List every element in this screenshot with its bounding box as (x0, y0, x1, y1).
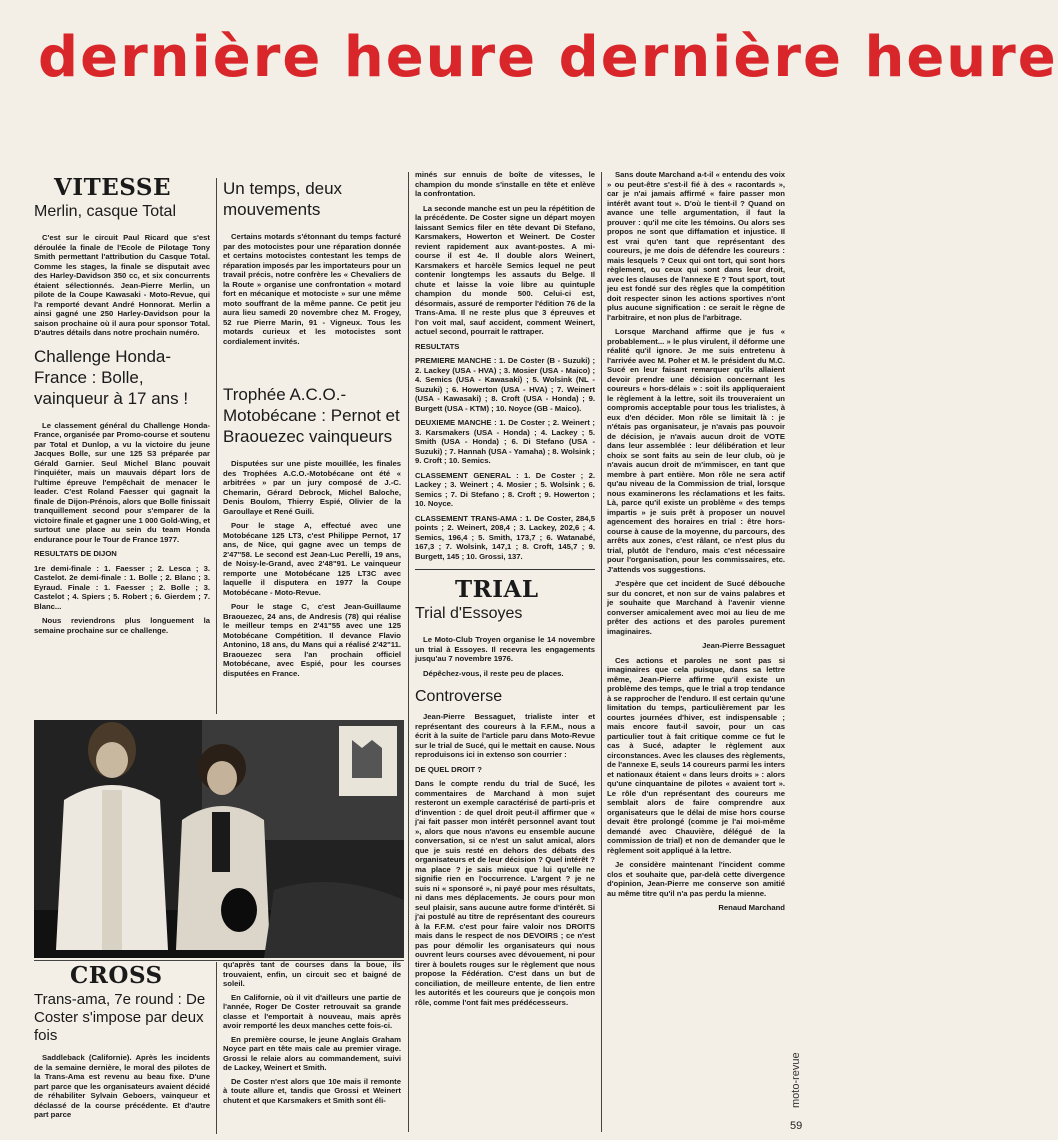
banner-text: dernière heure dernière heure (38, 25, 1058, 90)
controverse-signature: Jean-Pierre Bessaguet (702, 641, 785, 650)
cross-paragraph: En première course, le jeune Anglais Graham Noyce part en tête mais cale au premier virage. Grossi le relaie alors au commandement, suivi de Lackey, Weinert et Smith. (223, 1034, 401, 1072)
controverse-paragraph: J'espère que cet incident de Sucé débouche sur du concret, et non sur de vains palabres et je souhaite que Marchand à l'avenir vienne converser amicalement avec moi au lieu de me prêter des actions et des paroles purement imaginaires. (607, 579, 785, 636)
reply-paragraph: Ces actions et paroles ne sont pas si imaginaires que cela puisque, dans sa lettre même, Jean-Pierre affirme qu'il existe un problème des temps, que le trial a trop tendance à se rapprocher de l'enduro. Il est certain qu'une limitation du temps, particulièrement par les courtes journées d'hiver, est indispensable ; mais encore faut-il savoir, pour un cas particulier tout à fait critique comme ce fut le cas à Sucé, adapter le règlement aux circonstances. Avec les clauses des règlements, de l'annexe E, seuls 14 coureurs parmi les inters et nationaux étaient « dans leurs droits » : alors qu'une cinquantaine de pilotes « avaient tort ». Le rôle d'un représentant des coureurs me semblait alors de faire comprendre aux organisateurs que le délai de mise hors course devait être prolongé (comme je l'ai moi-même demandé avec Chauvière, délégué de la commission de trial) et non de demander que le règlement soit appliqué à la lettre. (607, 655, 785, 855)
trophee-paragraph: Pour le stage A, effectué avec une Motobécane 125 LT3, c'est Philippe Pernot, 17 ans, de Nice, qui gagne avec un temps de 2'47"58. Le second est Jean-Luc Perelli, 19 ans, de Noisy-le-Grand, avec 2'48"91. Le vainqueur remporte une Motobécane 125 LT3C avec laquelle il disputera en 1977 la Coupe Motobécane - Moto-Revue. (223, 521, 401, 597)
section-vitesse: VITESSE (54, 174, 171, 201)
cross-block (34, 960, 210, 1135)
results-second-heat: DEUXIEME MANCHE : 1. De Coster ; 2. Weinert ; 3. Karsmakers (USA - Honda) ; 4. Lackey ; 5. Smith (USA - Honda) ; 6. Di Stefano (USA - Suzuki) ; 7. Hannah (USA - Yamaha) ; 8. Wolsink ; 9. Croft ; 10. Semics. (415, 418, 595, 465)
vitesse-paragraph: C'est sur le circuit Paul Ricard que s'est déroulée la finale de l'Ecole de Pilotage Tony Smith permettant l'attribution du Casque Total. Comme les stages, la finale se disputait avec des Harley-Davidson 350 cc, et six concurrents étaient sélectionnés. Jean-Pierre Merlin, un pilote de la Coupe Kawasaki - Moto-Revue, qui l'a remporté devant André Honnorat. Merlin a ainsi gagné une 250 Harley-Davidson pour la saison prochaine où il aura pour sponsor Total. D'autres détails dans notre prochain numéro. (34, 233, 210, 337)
section-trial: TRIAL (455, 576, 539, 603)
challenge-paragraph: Le classement général du Challenge Honda-France, organisée par Promo-course et soutenu par Total et Dunlop, a vu la victoire du jeune Jacques Bolle, sur une 125 S3 préparée par Gérald Garnier. Seul Michel Blanc pouvait l'inquiéter, mais un mauvais départ lors de l'ultime épreuve l'empêchait de menacer le leader. C'est Roland Faesser qui gagnait la finale de Dijon-Prénois, alors que Bolle finissait tranquillement second pour s'emparer de la victoire finale et gagner une 1 000 Gold-Wing, et surtout une place au sein du team Honda endurance pour le Tour de France 1977. (34, 420, 210, 544)
side-label-text: moto-revue (790, 1052, 802, 1108)
last-news-banner (0, 25, 1058, 90)
temps-paragraph: Certains motards s'étonnant du temps facturé par des motocistes pour une réparation donnée et certains motocistes contestant les temps de réparation imposés par les importateurs pour un travail précis, notre confrère les « Chevaliers de la Route » organise une confrontation « motard fort en mécanique et motociste » sur une même moto souffrant de la même panne. Ce petit jeu aura lieu samedi 20 novembre chez M. Frogey, 52 rue Pierre Marin, 91 - Vigneux. Tous les motards curieux et les motocistes sont cordialement invités. (223, 232, 401, 346)
column-temps-trophee (223, 178, 401, 718)
transama-continued: minés sur ennuis de boîte de vitesses, le champion du monde s'installe en tête et enlève la confrontation. (415, 170, 595, 198)
section-cross: CROSS (70, 962, 163, 989)
vitesse-title: Merlin, casque Total (34, 203, 176, 220)
results-first-heat: PREMIERE MANCHE : 1. De Coster (B - Suzuki) ; 2. Lackey (USA - HVA) ; 3. Mosier (USA - Maico) ; 4. Semics (USA - Kawasaki) ; 5. Wolsink (NL - Suzuki) ; 6. Howerton (USA - HVA) ; 7. Weinert (USA - Kawasaki) ; 8. Croft (USA - Honda) ; 9. Burgett (USA - KTM) ; 10. Noyce (GB - Maico). (415, 356, 595, 413)
trophee-paragraph: Disputées sur une piste mouillée, les finales des Trophées A.C.O.-Motobécane ont été « arbitrées » par un jury composé de J.-C. Chemarin, Gérard Debrock, Michel Baloche, Denis Boulom, Thierry Espié, Olivier de la Garoullaye et René Guili. (223, 459, 401, 516)
controverse-question: DE QUEL DROIT ? (415, 764, 482, 774)
cross-paragraph: En Californie, où il vit d'ailleurs une partie de l'année, Roger De Coster retrouvait sa grande classe et l'emportait à nouveau, mais après avoir remporté les deux manches cette fois-ci. (223, 992, 401, 1030)
challenge-results-title: RESULTATS DE DIJON (34, 549, 117, 558)
trophee-paragraph: Pour le stage C, c'est Jean-Guillaume Braouezec, 24 ans, de Andresis (78) qui réalise le meilleur temps en 2'41"55 avec une 125 Motobécane Compétition. Il devance Flavio Antonino, 18 ans, du Mans qui a réalisé 2'42"11. Braouezec sera l'an prochain officiel Motobécane, avec Espié, pour les courses disputées en France. (223, 602, 401, 678)
column-divider (216, 178, 217, 714)
cross-paragraph: qu'après tant de courses dans la boue, ils trouvaient, enfin, un circuit sec et baigné de soleil. (223, 960, 401, 988)
controverse-paragraph: Lorsque Marchand affirme que je fus « probablement... » le plus virulent, il déforme une réalité qu'il ignore. Je me suis entretenu à l'arrivée avec M. Poher et M. le président du M.C. Sucé en leur faisant remarquer qu'ils allaient devoir prendre une décision concernant les coureurs « hors-délais » : soit ils appliqueraient le règlement à la lettre, soit ils trouveraient un compromis acceptable pour tous les trialistes, à eux d'en décider. Mon rôle se limitait là : je n'étais pas organisateur, je n'avais pas pouvoir de décision, je n'avais aucun droit de VOTE dans leur assemblée : leur délibération et leur choix se sont faits au sein de leur club, où je n'avais aucun droit de m'immiscer, en tant que membre à part entière. Mon rôle ne sera actif qu'au niveau de la Commission de trial, lorsque nous examinerons les réclamations et les faits. Là, parce qu'il existe un problème « des temps impartis » je suis prêt à proposer un nouvel agencement des horaires en trial : être hors-course à cause de la moyenne, du parcours, des arrêts aux zones, c'est râlant, ce n'est plus du trial, plutôt de l'enduro, mais c'est nécessaire pour l'organisation, pour les commissaires, etc. J'attends vos suggestions. (607, 327, 785, 574)
controverse-title: Controverse (415, 688, 503, 705)
challenge-closing: Nous reviendrons plus longuement la semaine prochaine sur ce challenge. (34, 616, 210, 635)
trial-paragraph: Le Moto-Club Troyen organise le 14 novembre un trial à Essoyes. Il recevra les engagements jusqu'au 7 novembre 1976. (415, 635, 595, 663)
transama-paragraph: La seconde manche est un peu la répétition de la précédente. De Coster signe un départ moyen laissant Semics filer en tête devant Di Stefano, Karsmakers, Howerton et Weinert. De Coster revient rapidement aux avant-postes. A mi-course il est 4e. Il double alors Weinert, Karsmakers et harcèle Semics lequel ne peut contenir longtemps les assauts du Belge. Il chute et laisse la voie libre au quintuple champion du monde 500. Celui-ci est, désormais, assuré de remporter l'édition 76 de la Trans-Ama. Il ne reste plus que 3 épreuves et l'on voit mal, sauf accident, comment Weinert, actuel second, pourrait le rattraper. (415, 203, 595, 336)
reply-paragraph: Je considère maintenant l'incident comme clos et souhaite que, par-delà cette divergence d'opinion, Jean-Pierre me conserve son amitié au même titre qu'il n'a pas perdu la mienne. (607, 860, 785, 898)
column-divider (408, 172, 409, 1132)
controverse-paragraph: Dans le compte rendu du trial de Sucé, les commentaires de Marchand à mon sujet resteront un exemple caractérisé de parti-pris et d'invention : de quel droit peut-il affirmer que « j'ai fait passer mon intérêt personnel avant tout », alors que nous n'avons eu ensemble aucune conversation, si ce n'est un salut amical, alors que je suis resté en dehors des débats des organisateurs et de leur décision ? Quel intérêt ? ma place ? je sais mieux que lui qu'elle ne signifie rien en l'occurrence. L'argent ? je ne suis ni « sponsoré », ni payé pour mes résultats, ni dans mes déplacements. Je cours pour mon seul plaisir, sans aucune autre forme d'intérêt. Si j'ai postulé au titre de représentant des coureurs à la F.F.M. c'est pour faire valoir nos DROITS mais dans le respect de nos DEVOIRS ; ce n'est pas pour démolir les organisateurs qui nous ouvrent leurs courses avec dévouement, ni pour tirer à boulets rouges sur le règlement que nous propose la Fédération. C'est dans un but de conciliation, de meilleure entente, de lien entre les autorités et les coureurs que je conçois mon rôle, comme l'ont fait mes prédécesseurs. (415, 779, 595, 1007)
reply-signature: Renaud Marchand (718, 903, 785, 912)
photo-illustration (34, 720, 404, 958)
controverse-intro: Jean-Pierre Bessaguet, trialiste inter et représentant des coureurs à la F.F.M., nous a écrit à la suite de l'article paru dans Moto-Revue sur le trial de Sucé, qui le mettait en cause. Nous reproduisons ici in extenso son courrier : (415, 712, 595, 759)
riders-photo (34, 720, 404, 958)
column-divider (216, 962, 217, 1134)
magazine-side-label (788, 1040, 806, 1110)
challenge-results: 1re demi-finale : 1. Faesser ; 2. Lesca ; 3. Castelot. 2e demi-finale : 1. Bolle ; 2. Blanc ; 3. Eyraud. Finale : 1. Faesser ; 2. Bolle ; 3. Castelot ; 4. Spiers ; 5. Robert ; 6. Gierdem ; 7. Blanc... (34, 563, 210, 611)
column-transama-trial (415, 170, 595, 1130)
trophee-title: Trophée A.C.O.-Motobécane : Pernot et Braouezec vainqueurs (223, 385, 400, 446)
challenge-title: Challenge Honda-France : Bolle, vainqueur à 17 ans ! (34, 346, 189, 408)
results-transama: CLASSEMENT TRANS-AMA : 1. De Coster, 284,5 points ; 2. Weinert, 208,4 ; 3. Lackey, 202,6 ; 4. Semics, 196,4 ; 5. Smith, 173,7 ; 6. Watanabé, 167,3 ; 7. Wolsink, 147,1 ; 8. Croft, 145,7 ; 9. Burgett, 145 ; 10. Grossi, 137. (415, 513, 595, 561)
results-general: CLASSEMENT GENERAL : 1. De Coster ; 2. Lackey ; 3. Weinert ; 4. Mosier ; 5. Wolsink ; 6. Semics ; 7. Di Stefano ; 8. Croft ; 9. Howerton ; 10. Noyce. (415, 470, 595, 508)
controverse-paragraph: Sans doute Marchand a-t-il « entendu des voix » ou peut-être s'est-il fié à des « racontards », car je n'ai jamais affirmé « faire passer mon intérêt avant tout ». D'où le tient-il ? Quand on avance une telle argumentation, il faut la prouver : qu'il me cite les témoins. Ou alors ses propos ne sont que diffamation et injustice. Il est vrai qu'en tant que représentant des coureurs, je me dois de défendre les coureurs : mais lesquels ? Ceux qui ont tort, qui sont hors règlement, ou ceux qui sont dans leur droit, avec les clauses de l'annexe E ? Tout sport, tout jeu est fondé sur des règles que la compétition doit respecter sinon les actions sportives n'ont plus aucune signification : ce serait le règne de l'arbitraire, et non plus de l'arbitrage. (607, 170, 785, 322)
trial-paragraph: Dépêchez-vous, il reste peu de places. (423, 668, 564, 678)
trial-block (415, 569, 595, 1007)
cross-title: Trans-ama, 7e round : De Coster s'impose par deux fois (34, 991, 206, 1044)
column-controverse (607, 170, 785, 1130)
trial-title: Trial d'Essoyes (415, 605, 523, 622)
cross-paragraph: Saddleback (Californie). Après les incidents de la semaine dernière, le moral des pilotes de la Trans-Ama est revenu au beau fixe. D'une part parce que les organisateurs avaient décidé de réhabiliter Sylvain Geboers, vainqueur et déclassé de la course précédente. Et d'autre part parce (34, 1053, 210, 1119)
page-number: 59 (790, 1120, 803, 1132)
temps-title: Un temps, deux mouvements (223, 179, 343, 219)
column-vitesse (34, 170, 210, 700)
column-divider (601, 172, 602, 1132)
transama-results-title: RESULTATS (415, 341, 460, 351)
cross-continued (223, 960, 401, 1135)
cross-paragraph: De Coster n'est alors que 10e mais il remonte à toute allure et, tandis que Grossi et Weinert chutent et que Karsmakers et Smith sont éli- (223, 1076, 401, 1105)
